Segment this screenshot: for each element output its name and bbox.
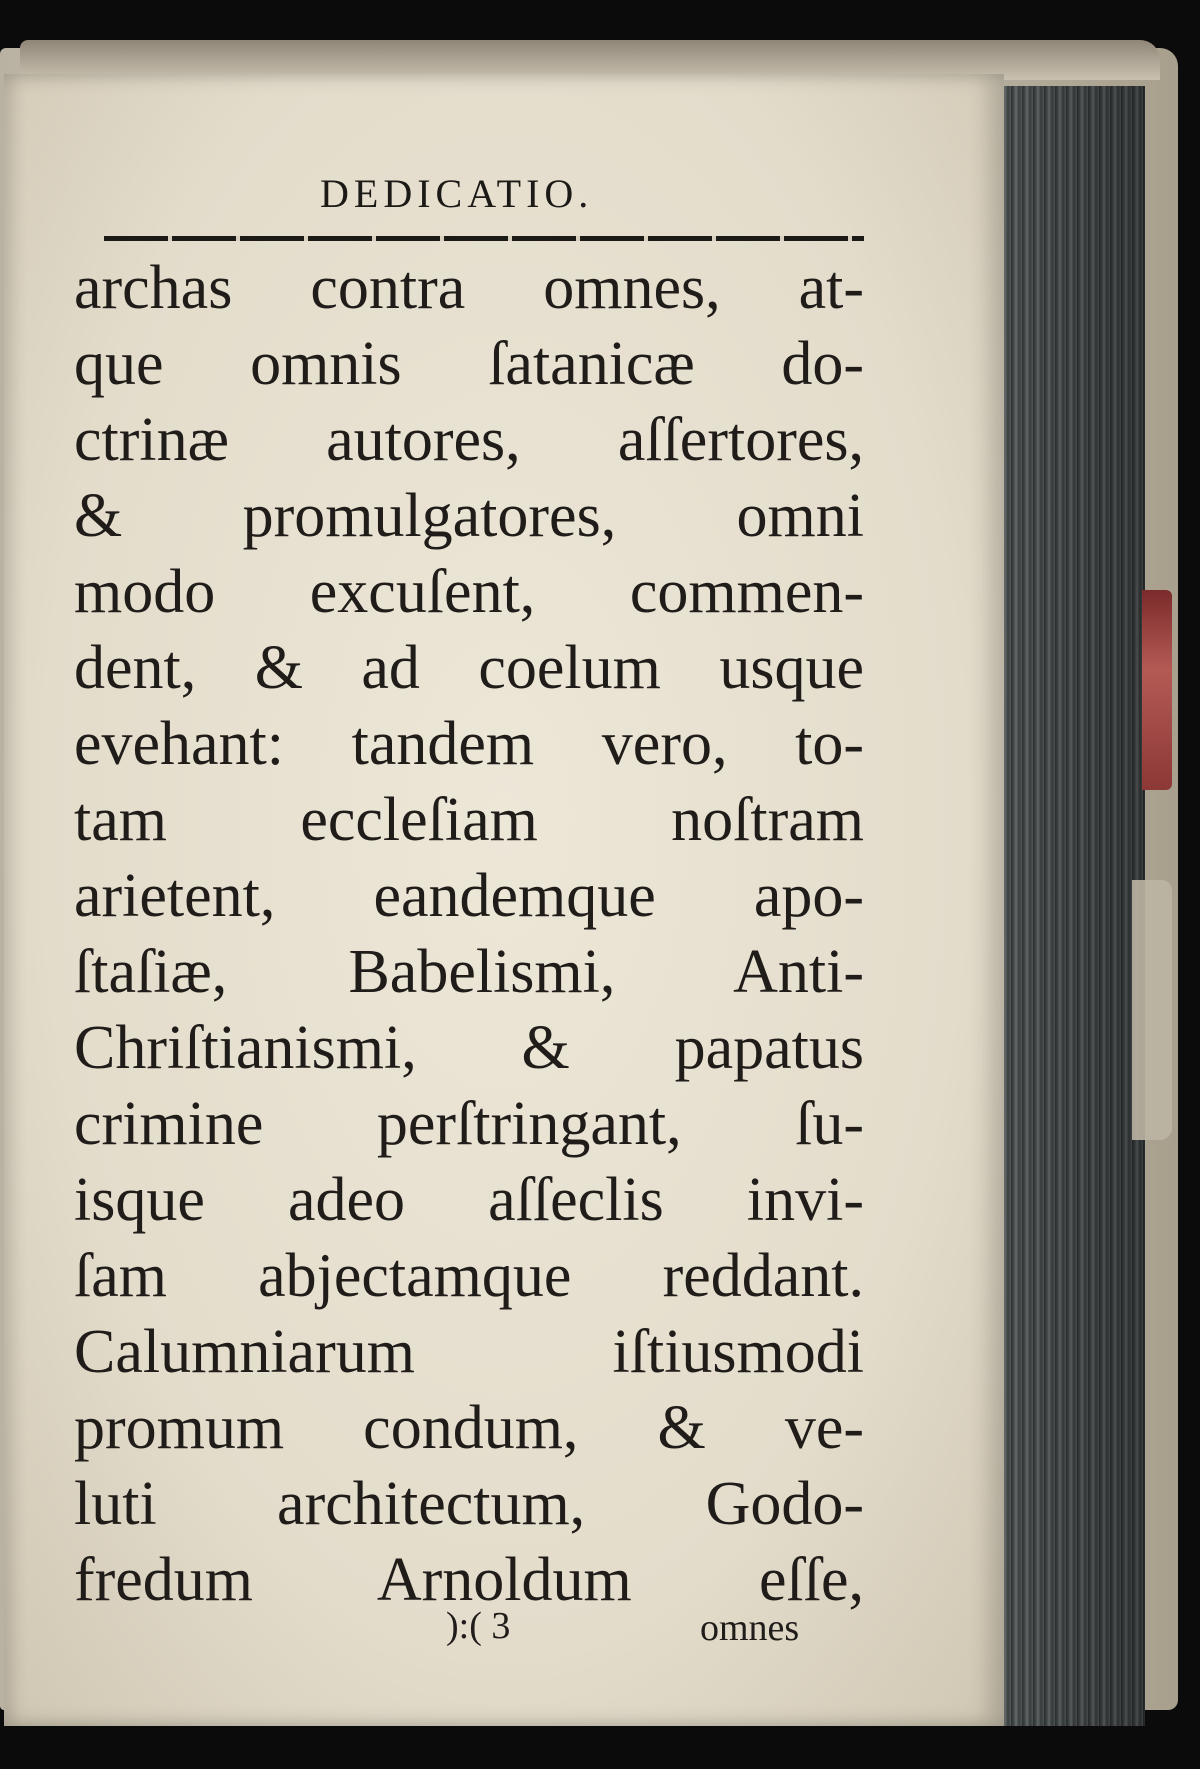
text-line: ſam abjectamque reddant. <box>74 1242 864 1310</box>
text-line: luti architectum, Godo- <box>74 1470 864 1538</box>
text-line: Calumniarum iſtiusmodi <box>74 1318 864 1386</box>
text-line: & promulgatores, omni <box>74 482 864 550</box>
text-line: ctrinæ autores, aſſertores, <box>74 406 864 474</box>
text-line: promum condum, & ve- <box>74 1394 864 1462</box>
signature-mark: ):( 3 <box>446 1605 511 1647</box>
text-line: dent, & ad coelum usque <box>74 634 864 702</box>
text-line: que omnis ſatanicæ do- <box>74 330 864 398</box>
body-text <box>74 250 864 1618</box>
text-line: archas contra omnes, at- <box>74 254 864 322</box>
fore-edge-shadow <box>1000 86 1145 1726</box>
worn-cover-edge <box>1132 880 1172 1140</box>
head-rule <box>104 236 864 241</box>
text-line: arietent, eandemque apo- <box>74 862 864 930</box>
text-line: fredum Arnoldum eſſe, <box>74 1546 864 1614</box>
red-ribbon-marker <box>1142 590 1172 790</box>
running-head: DEDICATIO. <box>320 171 594 216</box>
text-line: Chriſtianismi, & papatus <box>74 1014 864 1082</box>
catchword: omnes <box>700 1607 800 1649</box>
text-line: evehant: tandem vero, to- <box>74 710 864 778</box>
text-line: modo excuſent, commen- <box>74 558 864 626</box>
text-line: crimine perſtringant, ſu- <box>74 1090 864 1158</box>
text-line: ſtaſiæ, Babelismi, Anti- <box>74 938 864 1006</box>
text-line: isque adeo aſſeclis invi- <box>74 1166 864 1234</box>
text-line: tam eccleſiam noſtram <box>74 786 864 854</box>
